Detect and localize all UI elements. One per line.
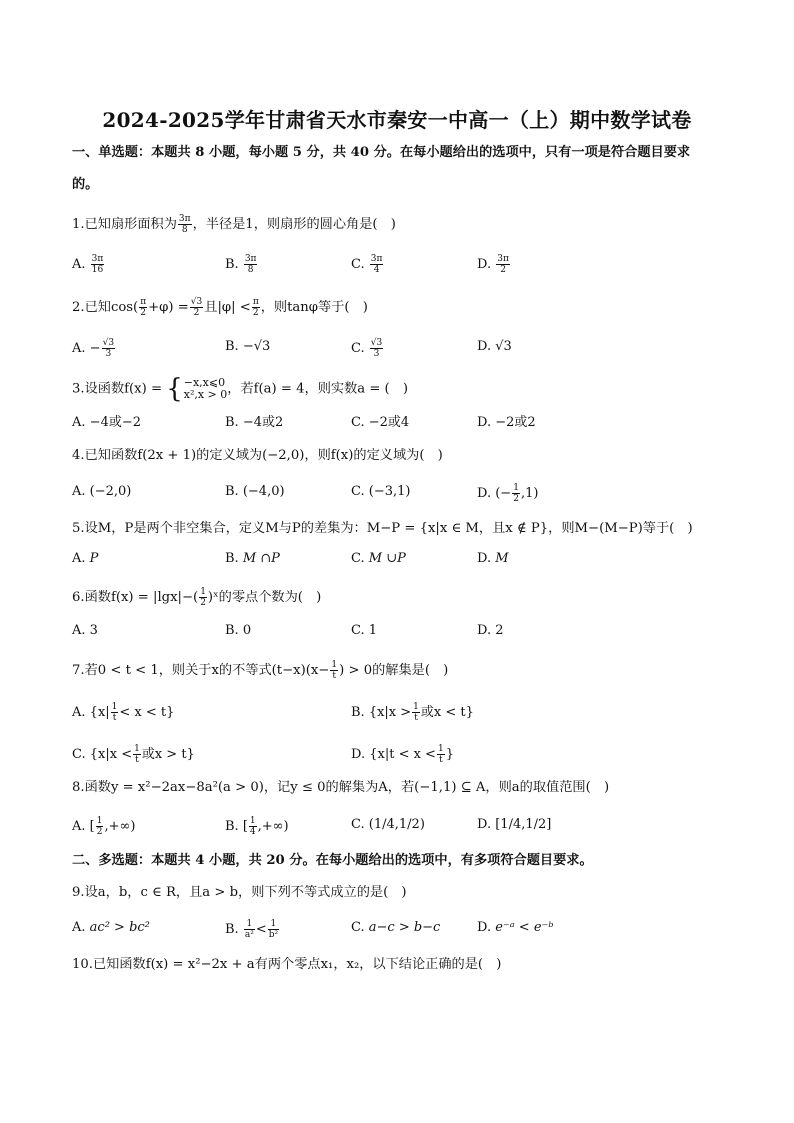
option-c: C. (1/4,1/2) xyxy=(351,817,425,832)
option-b: B. $\frac{1}{\text{a²}}$ < $\frac{1}{\text{b²}}$ xyxy=(225,919,279,940)
question-4: 4.已知函数f(2x + 1)的定义域为(−2,0)，则f(x)的定义域为( ) xyxy=(72,448,443,463)
option-c: C. a−c > b−c xyxy=(351,920,441,935)
question-8: 8.函数y = x²−2ax−8a²(a > 0)，记y ≤ 0的解集为A，若(−1,1) ⊆ A，则a的取值范围( ) xyxy=(72,780,610,795)
section1-header: 一、单选题：本题共 8 小题，每小题 5 分，共 40 分。在每小题给出的选项中，只有一项是符合题目要求 xyxy=(72,145,691,160)
question-3: 3.设函数f(x) = { −x,x⩽0 x²,x > 0 ，若f(a) = 4，则实数a = ( ) xyxy=(72,374,409,404)
option-b: B. −4或2 xyxy=(225,415,284,430)
question-7: 7.若0 < t < 1，则关于x的不等式(t−x)(x− $\frac{1}{t}$ ) > 0的解集是( ) xyxy=(72,660,449,681)
option-c: C. {x|x < $\frac{1}{t}$ 或x > t} xyxy=(72,744,195,765)
option-b: B. 0 xyxy=(225,623,252,638)
option-c: C. $\frac{√3}{3}$ xyxy=(351,338,383,359)
exam-title: 2024-2025学年甘肃省天水市秦安一中高一（上）期中数学试卷 xyxy=(102,108,692,132)
option-d: D. −2或2 xyxy=(477,415,536,430)
option-a: A. $\frac{3\pi}{16}$ xyxy=(72,254,104,275)
option-d: D. (− $\frac{1}{2}$ ,1) xyxy=(477,483,539,504)
question-1: 1.已知扇形面积为 $\frac{3\pi}{8}$ ，半径是1，则扇形的圆心角是( ) xyxy=(72,214,396,235)
option-b: B. −√3 xyxy=(225,339,271,354)
question-9: 9.设a，b，c ∈ R，且a > b，则下列不等式成立的是( ) xyxy=(72,885,407,900)
option-a: A. −4或−2 xyxy=(72,415,141,430)
option-c: C. −2或4 xyxy=(351,415,410,430)
option-a: A. {x| $\frac{1}{t}$ < x < t} xyxy=(72,702,175,723)
option-d: D. M xyxy=(477,551,509,566)
option-b: B. {x|x > $\frac{1}{t}$ 或x < t} xyxy=(351,702,474,723)
option-a: A. P xyxy=(72,551,99,566)
option-d: D. [1/4,1/2] xyxy=(477,817,552,832)
option-a: A. 3 xyxy=(72,623,98,638)
option-c: C. $\frac{3\pi}{4}$ xyxy=(351,254,383,275)
option-d: D. 2 xyxy=(477,623,504,638)
option-b: B. $\frac{3\pi}{8}$ xyxy=(225,254,257,275)
option-b: B. M ∩P xyxy=(225,551,280,566)
question-5: 5.设M，P是两个非空集合，定义M与P的差集为：M−P = {x|x ∈ M，且x ∉ P}，则M−(M−P)等于( ) xyxy=(72,521,693,536)
option-b: B. [ $\frac{1}{4}$ ,+∞) xyxy=(225,816,289,837)
option-c: C. M ∪P xyxy=(351,551,406,566)
option-c: C. 1 xyxy=(351,623,378,638)
option-d: D. {x|t < x < $\frac{1}{t}$ } xyxy=(351,744,454,765)
option-a: A. − $\frac{√3}{3}$ xyxy=(72,338,115,359)
question-6: 6.函数f(x) = |lgx|−( $\frac{1}{2}$ )ˣ的零点个数为( ) xyxy=(72,587,322,608)
option-d: D. $\frac{3\pi}{2}$ xyxy=(477,254,509,275)
option-a: A. [ $\frac{1}{2}$ ,+∞) xyxy=(72,816,136,837)
option-c: C. (−3,1) xyxy=(351,484,411,499)
section1-header-cont: 的。 xyxy=(72,177,99,192)
question-2: 2.已知cos( $\frac{\pi}{2}$ +φ) = $\frac{√3}{2}$ 且|φ| < $\frac{\pi}{2}$ ，则tanφ等于( ) xyxy=(72,297,368,318)
option-b: B. (−4,0) xyxy=(225,484,285,499)
question-10: 10.已知函数f(x) = x²−2x + a有两个零点x₁，x₂，以下结论正确的是( ) xyxy=(72,957,502,972)
option-d: D. √3 xyxy=(477,339,512,354)
option-a: A. ac² > bc² xyxy=(72,920,150,935)
section2-header: 二、多选题：本题共 4 小题，共 20 分。在每小题给出的选项中，有多项符合题目要求。 xyxy=(72,853,593,868)
option-a: A. (−2,0) xyxy=(72,484,132,499)
option-d: D. e⁻ᵃ < e⁻ᵇ xyxy=(477,920,554,935)
